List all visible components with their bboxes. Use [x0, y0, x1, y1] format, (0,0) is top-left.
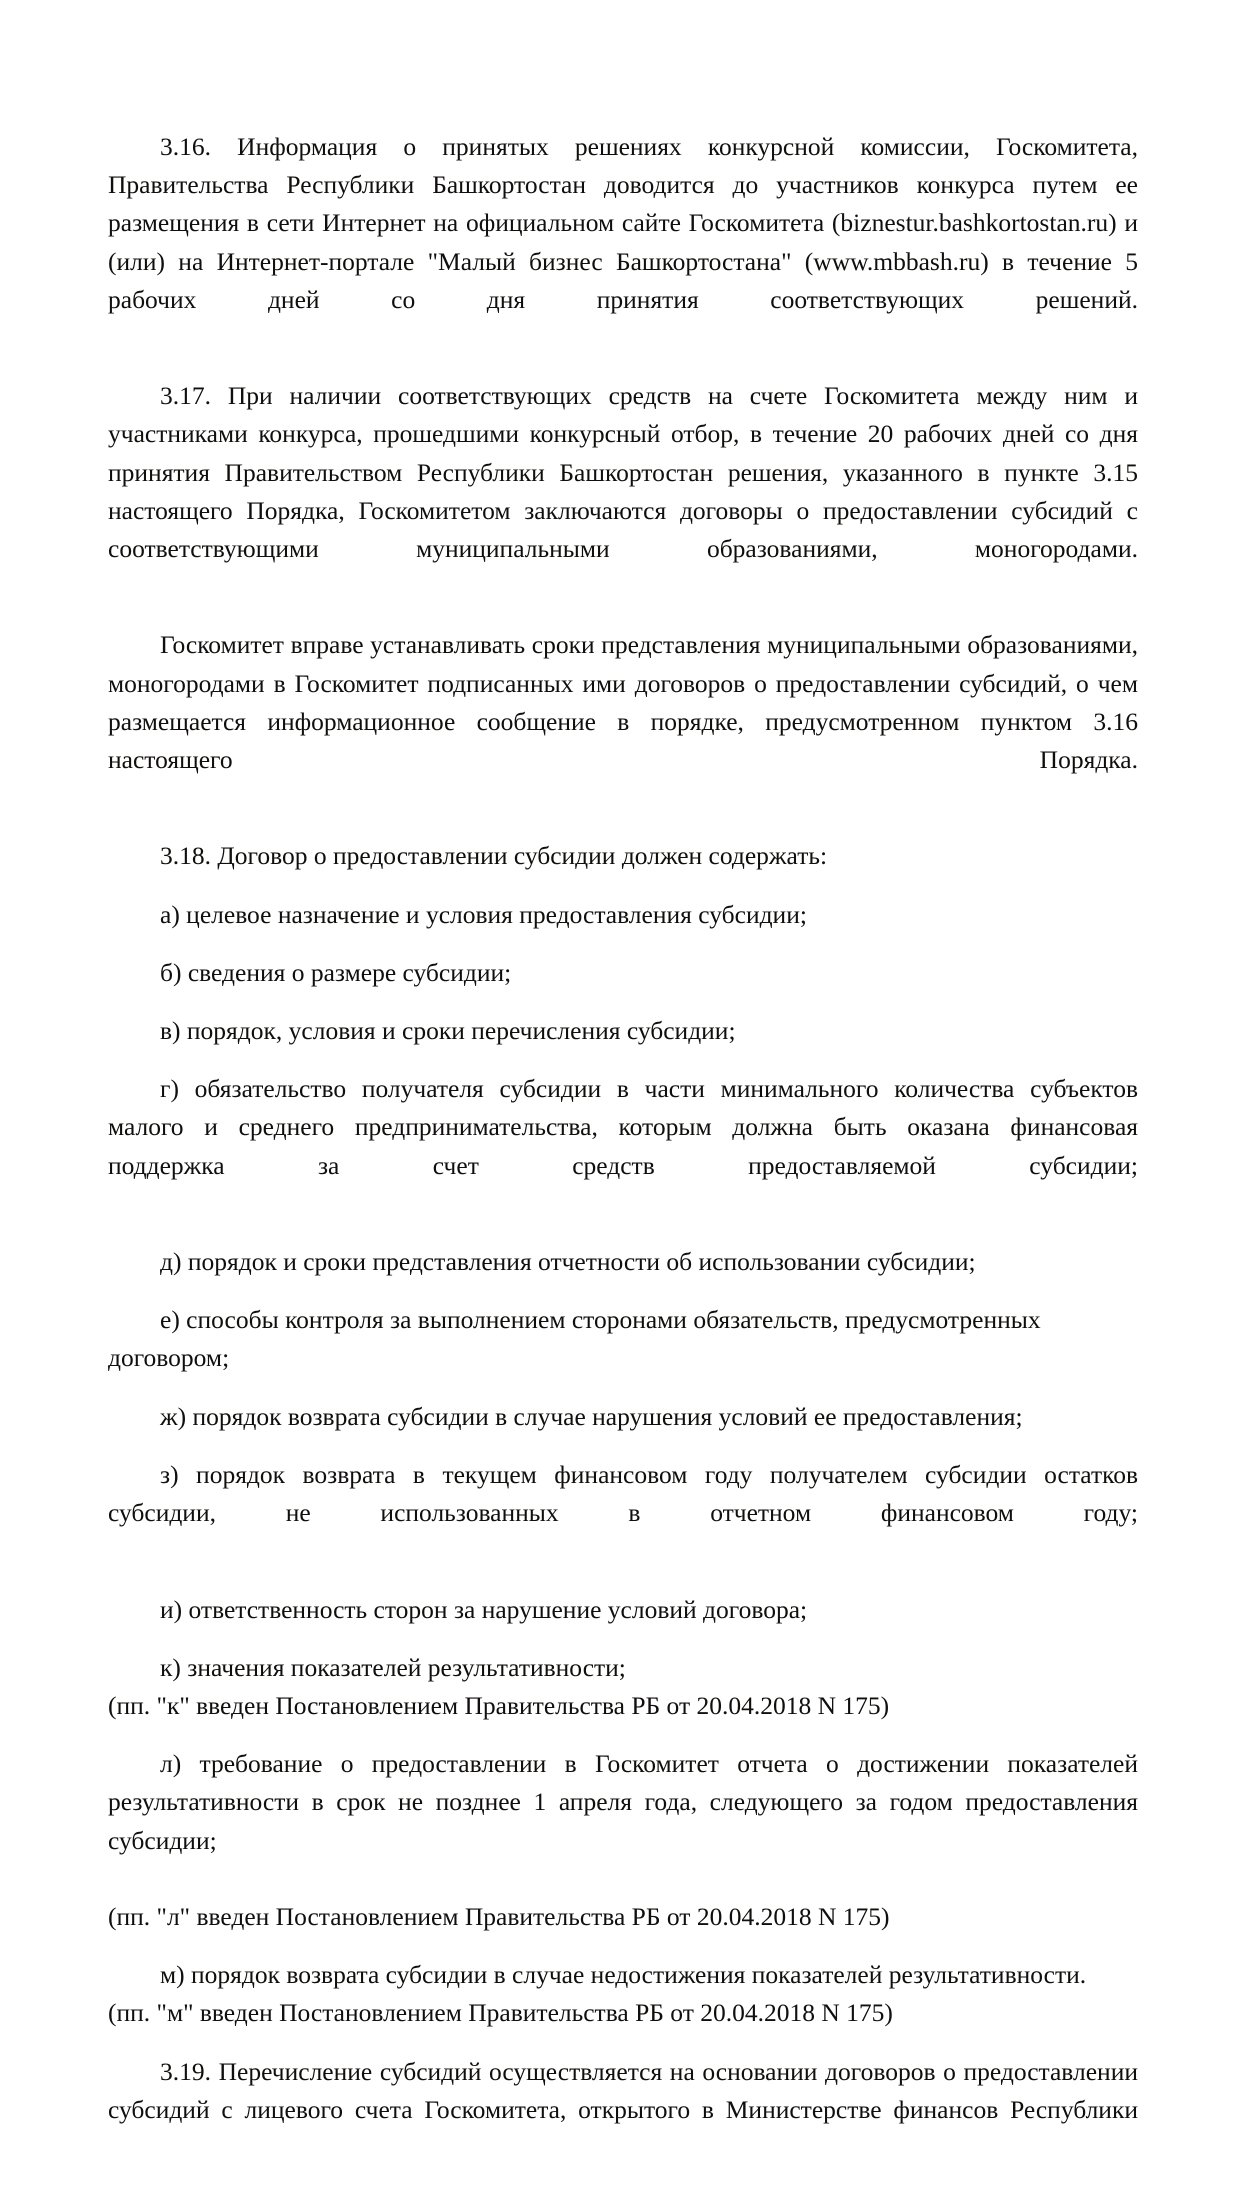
list-item-zh: ж) порядок возврата субсидии в случае нарушения условий ее предоставления;	[160, 1401, 1023, 1431]
list-item-b: б) сведения о размере субсидии;	[160, 957, 512, 987]
paragraph-3-18-intro: 3.18. Договор о предоставлении субсидии должен содержать:	[160, 841, 828, 871]
amendment-note-l: (пп. "л" введен Постановлением Правительства РБ от 20.04.2018 N 175)	[108, 1901, 890, 1931]
list-item-l: л) требование о предоставлении в Госкомитет отчета о достижении показателей результативности в срок не позднее 1 апреля года, следующего за годом предоставления субсидии;	[108, 1749, 1138, 1855]
paragraph-3-17: 3.17. При наличии соответствующих средств на счете Госкомитета между ним и участниками конкурса, прошедшими конкурсный отбор, в течение 20 рабочих дней со дня принятия Правительством Республики Башкортостан решения, указанного в пункте 3.15 настоящего Порядка, Госкомитетом заключаются договоры о предоставлении субсидий с соответствующими муниципальными образованиями, моногородами.	[108, 381, 1138, 564]
list-item-e: е) способы контроля за выполнением сторонами обязательств, предусмотренных договором;	[108, 1305, 1041, 1373]
paragraph-3-17-additional: Госкомитет вправе устанавливать сроки представления муниципальными образованиями, моногородами в Госкомитет подписанных ими договоров о предоставлении субсидий, о чем размещается информационное сообщение в порядке, предусмотренном пунктом 3.16 настоящего Порядка.	[108, 630, 1138, 775]
list-item-v: в) порядок, условия и сроки перечисления субсидии;	[160, 1016, 736, 1046]
amendment-note-m: (пп. "м" введен Постановлением Правительства РБ от 20.04.2018 N 175)	[108, 1998, 893, 2028]
paragraph-3-16: 3.16. Информация о принятых решениях конкурсной комиссии, Госкомитета, Правительства Республики Башкортостан доводится до участников конкурса путем ее размещения в сети Интернет на официальном сайте Госкомитета (biznestur.bashkortostan.ru) и (или) на Интернет-портале "Малый бизнес Башкортостана" (www.mbbash.ru) в течение 5 рабочих дней со дня принятия соответствующих решений.	[108, 132, 1138, 314]
paragraph-3-19: 3.19. Перечисление субсидий осуществляется на основании договоров о предоставлении субсидий с лицевого счета Госкомитета, открытого в Министерстве финансов Республики	[108, 2056, 1138, 2124]
list-item-z: з) порядок возврата в текущем финансовом году получателем субсидии остатков субсидии, не использованных в отчетном финансовом году;	[108, 1459, 1138, 1528]
list-item-d: д) порядок и сроки представления отчетности об использовании субсидии;	[160, 1247, 976, 1277]
list-item-k: к) значения показателей результативности;	[160, 1652, 626, 1682]
document-text-body	[108, 128, 1138, 2187]
list-item-a: а) целевое назначение и условия предоставления субсидии;	[160, 899, 807, 929]
list-item-g: г) обязательство получателя субсидии в части минимального количества субъектов малого и среднего предпринимательства, которым должна быть оказана финансовая поддержка за счет средств предоставляемой субсидии;	[108, 1074, 1138, 1180]
amendment-note-k: (пп. "к" введен Постановлением Правительства РБ от 20.04.2018 N 175)	[108, 1690, 890, 1720]
list-item-m: м) порядок возврата субсидии в случае недостижения показателей результативности.	[160, 1960, 1087, 1990]
list-item-i: и) ответственность сторон за нарушение условий договора;	[160, 1594, 808, 1624]
